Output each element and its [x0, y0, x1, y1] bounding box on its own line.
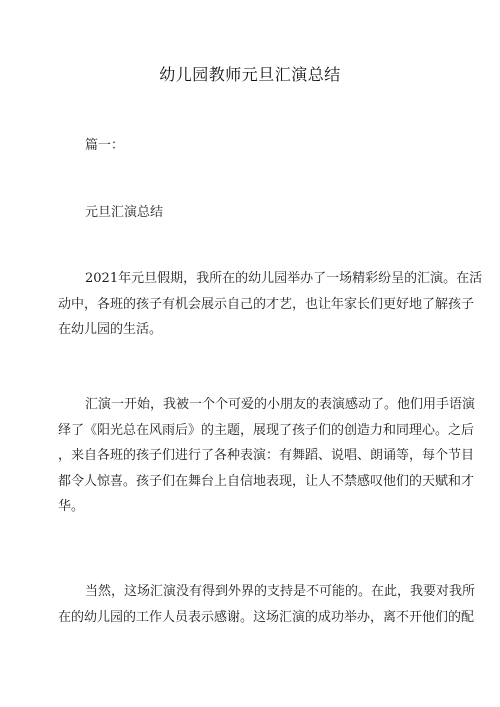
- section-label: 篇一：: [85, 138, 125, 153]
- paragraph-2: [58, 392, 476, 520]
- paragraph-line: 华。: [58, 499, 85, 514]
- paragraph-line: 绎了《阳光总在风雨后》的主题，展现了孩子们的创造力和同理心。之后: [58, 422, 475, 438]
- paragraph-line: 2021年元旦假期，我所在的幼儿园举办了一场精彩纷呈的汇演。在活: [85, 271, 483, 286]
- paragraph-line: 动中，各班的孩子有机会展示自己的才艺，也让年家长们更好地了解孩子: [58, 296, 475, 312]
- paragraph-line: ，来自各班的孩子们进行了各种表演：有舞蹈、说唱、朗诵等，每个节目: [58, 448, 475, 463]
- section-label-block: [58, 133, 444, 159]
- subheading: 元旦汇演总结: [85, 205, 164, 220]
- paragraph-3: [58, 579, 476, 630]
- paragraph-line: 汇演一开始，我被一个个可爱的小朋友的表演感动了。他们用手语演: [85, 397, 476, 412]
- paragraph-1: [58, 266, 483, 343]
- paragraph-line: 当然，这场汇演没有得到外界的支持是不可能的。在此，我要对我所: [85, 584, 476, 599]
- document-title: 幼儿园教师元旦汇演总结: [159, 65, 341, 84]
- paragraph-line: 在的幼儿园的工作人员表示感谢。这场汇演的成功举办，离不开他们的配: [58, 609, 475, 625]
- paragraph-line: 都令人惊喜。孩子们在舞台上自信地表现，让人不禁感叹他们的天赋和才: [58, 473, 475, 489]
- subheading-block: [58, 200, 444, 226]
- paragraph-line: 在幼儿园的生活。: [58, 322, 163, 337]
